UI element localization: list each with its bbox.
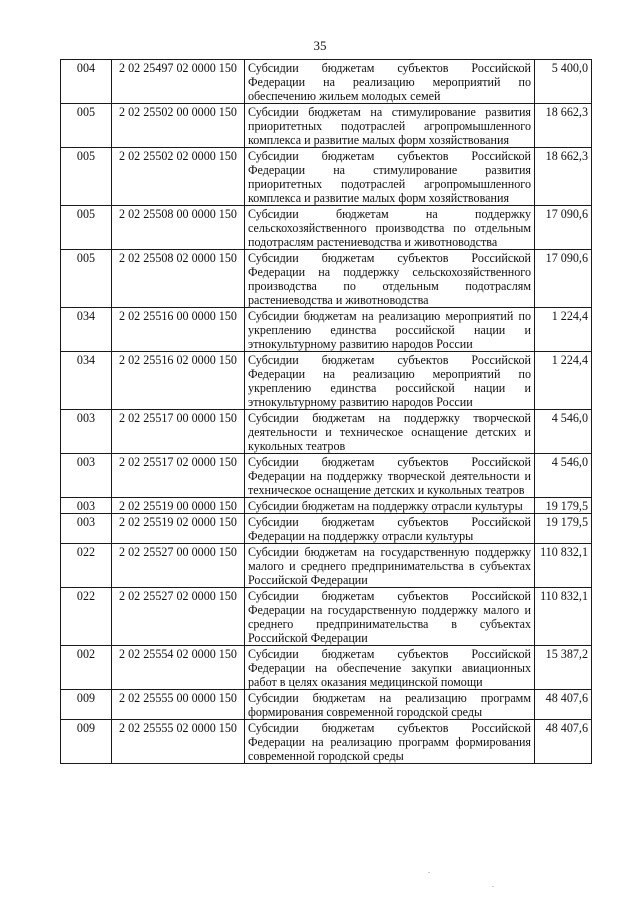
- amount-cell: 15 387,2: [535, 646, 592, 690]
- code-cell: 034: [61, 308, 112, 352]
- kbk-cell: 2 02 25502 00 0000 150: [112, 104, 245, 148]
- amount-cell: 19 179,5: [535, 514, 592, 544]
- desc-cell: Субсидии бюджетам на поддержку творческой деятельности и техническое оснащение детских и кукольных театров: [245, 410, 535, 454]
- kbk-cell: 2 02 25516 00 0000 150: [112, 308, 245, 352]
- desc-cell: Субсидии бюджетам субъектов Российской Федерации на реализацию мероприятий по укреплению единства российской нации и этнокультурному развитию народов России: [245, 352, 535, 410]
- desc-cell: Субсидии бюджетам субъектов Российской Федерации на поддержку творческой деятельности и техническое оснащение детских и кукольных театров: [245, 454, 535, 498]
- desc-cell: Субсидии бюджетам субъектов Российской Федерации на стимулирование развития приоритетных подотраслей агропромышленного комплекса и развитие малых форм хозяйствования: [245, 148, 535, 206]
- code-cell: 005: [61, 104, 112, 148]
- desc-cell: Субсидии бюджетам субъектов Российской Федерации на поддержку отрасли культуры: [245, 514, 535, 544]
- table-row: [61, 588, 592, 646]
- code-cell: 022: [61, 588, 112, 646]
- desc-cell: Субсидии бюджетам субъектов Российской Федерации на обеспечение закупки авиационных работ в целях оказания медицинской помощи: [245, 646, 535, 690]
- amount-cell: 110 832,1: [535, 588, 592, 646]
- code-cell: 004: [61, 60, 112, 104]
- desc-cell: Субсидии бюджетам субъектов Российской Федерации на государственную поддержку малого и среднего предпринимательства в субъектах Российской Федерации: [245, 588, 535, 646]
- code-cell: 009: [61, 720, 112, 764]
- amount-cell: 4 546,0: [535, 410, 592, 454]
- desc-cell: Субсидии бюджетам субъектов Российской Федерации на реализацию мероприятий по обеспечению жильем молодых семей: [245, 60, 535, 104]
- amount-cell: 110 832,1: [535, 544, 592, 588]
- kbk-cell: 2 02 25497 02 0000 150: [112, 60, 245, 104]
- table-row: [61, 60, 592, 104]
- scan-speck: .: [492, 880, 494, 889]
- desc-cell: Субсидии бюджетам субъектов Российской Федерации на реализацию программ формирования современной городской среды: [245, 720, 535, 764]
- code-cell: 022: [61, 544, 112, 588]
- code-cell: 034: [61, 352, 112, 410]
- table-row: [61, 498, 592, 514]
- kbk-cell: 2 02 25519 00 0000 150: [112, 498, 245, 514]
- amount-cell: 1 224,4: [535, 308, 592, 352]
- table-row: [61, 206, 592, 250]
- code-cell: 002: [61, 646, 112, 690]
- code-cell: 009: [61, 690, 112, 720]
- amount-cell: 17 090,6: [535, 206, 592, 250]
- table-row: [61, 454, 592, 498]
- kbk-cell: 2 02 25508 02 0000 150: [112, 250, 245, 308]
- table-body: [61, 60, 592, 764]
- desc-cell: Субсидии бюджетам на реализацию мероприятий по укреплению единства российской нации и этнокультурному развитию народов России: [245, 308, 535, 352]
- table-row: [61, 250, 592, 308]
- kbk-cell: 2 02 25502 02 0000 150: [112, 148, 245, 206]
- amount-cell: 48 407,6: [535, 690, 592, 720]
- desc-cell: Субсидии бюджетам субъектов Российской Федерации на поддержку сельскохозяйственного производства по отдельным подотраслям растениеводства и животноводства: [245, 250, 535, 308]
- kbk-cell: 2 02 25527 00 0000 150: [112, 544, 245, 588]
- kbk-cell: 2 02 25519 02 0000 150: [112, 514, 245, 544]
- desc-cell: Субсидии бюджетам на поддержку отрасли культуры: [245, 498, 535, 514]
- table-row: [61, 720, 592, 764]
- table-row: [61, 308, 592, 352]
- budget-table: [60, 59, 592, 764]
- amount-cell: 1 224,4: [535, 352, 592, 410]
- page-number: 35: [313, 38, 327, 53]
- amount-cell: 18 662,3: [535, 148, 592, 206]
- desc-cell: Субсидии бюджетам на реализацию программ формирования современной городской среды: [245, 690, 535, 720]
- code-cell: 003: [61, 454, 112, 498]
- kbk-cell: 2 02 25555 02 0000 150: [112, 720, 245, 764]
- code-cell: 005: [61, 206, 112, 250]
- amount-cell: 48 407,6: [535, 720, 592, 764]
- code-cell: 003: [61, 498, 112, 514]
- kbk-cell: 2 02 25516 02 0000 150: [112, 352, 245, 410]
- table-row: [61, 690, 592, 720]
- table-row: [61, 148, 592, 206]
- table-row: [61, 410, 592, 454]
- desc-cell: Субсидии бюджетам на государственную поддержку малого и среднего предпринимательства в субъектах Российской Федерации: [245, 544, 535, 588]
- amount-cell: 18 662,3: [535, 104, 592, 148]
- table-row: [61, 352, 592, 410]
- table-row: [61, 646, 592, 690]
- code-cell: 005: [61, 250, 112, 308]
- amount-cell: 17 090,6: [535, 250, 592, 308]
- code-cell: 003: [61, 410, 112, 454]
- kbk-cell: 2 02 25508 00 0000 150: [112, 206, 245, 250]
- desc-cell: Субсидии бюджетам на стимулирование развития приоритетных подотраслей агропромышленного комплекса и развитие малых форм хозяйствования: [245, 104, 535, 148]
- amount-cell: 5 400,0: [535, 60, 592, 104]
- kbk-cell: 2 02 25517 00 0000 150: [112, 410, 245, 454]
- table-row: [61, 104, 592, 148]
- kbk-cell: 2 02 25527 02 0000 150: [112, 588, 245, 646]
- amount-cell: 4 546,0: [535, 454, 592, 498]
- table-row: [61, 544, 592, 588]
- amount-cell: 19 179,5: [535, 498, 592, 514]
- kbk-cell: 2 02 25554 02 0000 150: [112, 646, 245, 690]
- table-row: [61, 514, 592, 544]
- kbk-cell: 2 02 25517 02 0000 150: [112, 454, 245, 498]
- desc-cell: Субсидии бюджетам на поддержку сельскохозяйственного производства по отдельным подотраслям растениеводства и животноводства: [245, 206, 535, 250]
- scan-speck: .: [428, 866, 430, 875]
- code-cell: 005: [61, 148, 112, 206]
- code-cell: 003: [61, 514, 112, 544]
- kbk-cell: 2 02 25555 00 0000 150: [112, 690, 245, 720]
